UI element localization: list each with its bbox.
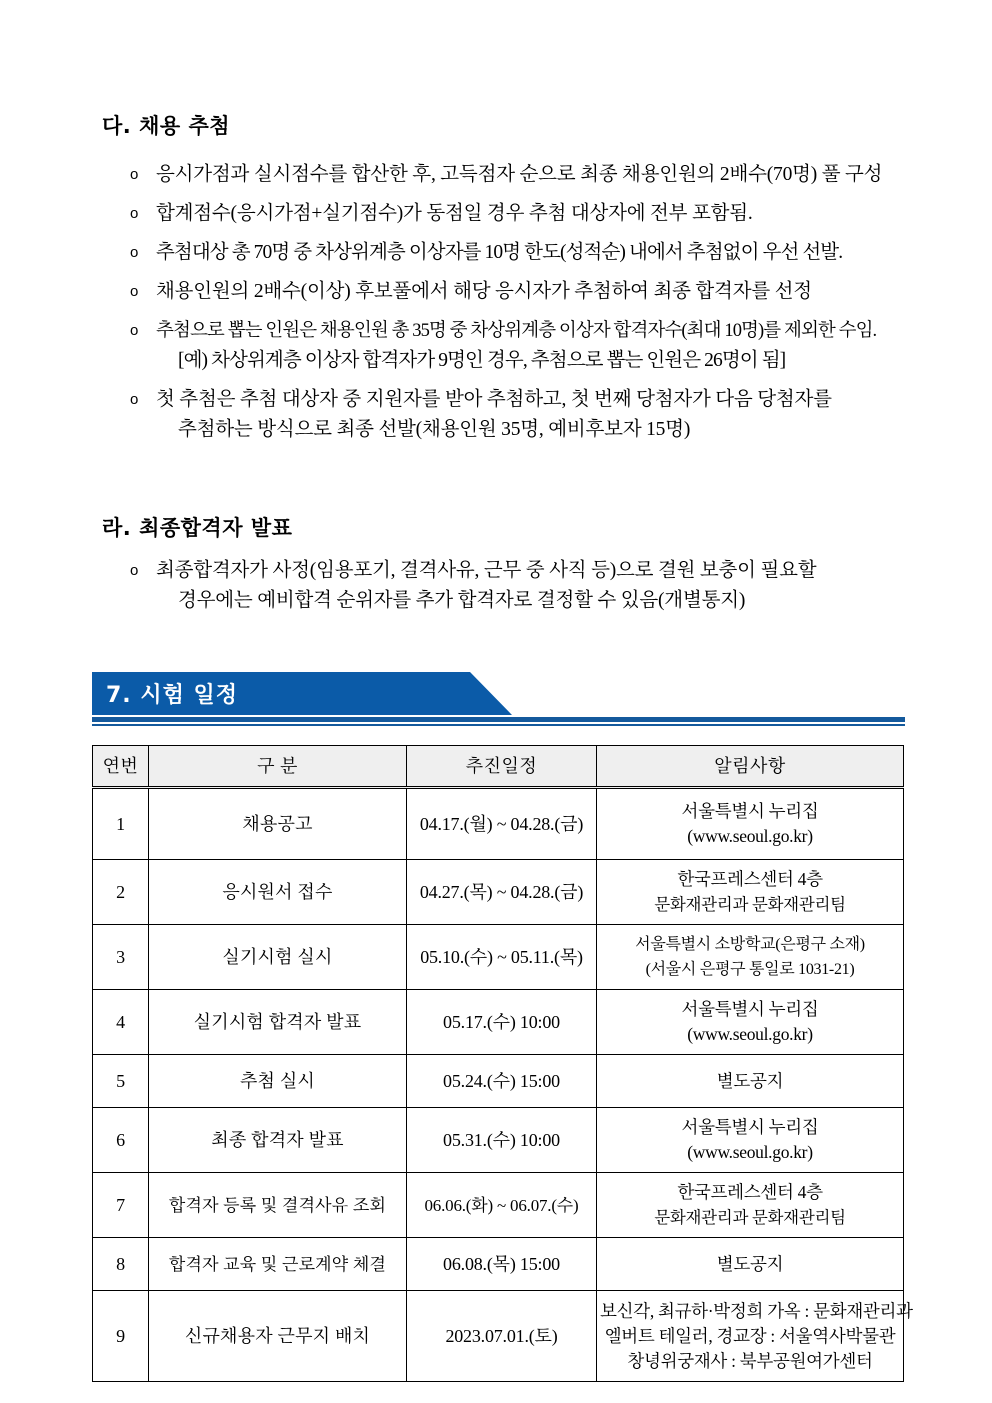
cell-note: [597, 860, 904, 925]
table-row: [93, 788, 904, 860]
bullet-item: [130, 277, 930, 307]
cell-date: 05.17.(수) 10:00: [407, 990, 597, 1055]
cell-note: [597, 1291, 913, 1382]
note-line: 보신각, 최규하·박정희 가옥 : 문화재관리과: [600, 1300, 913, 1321]
note-line: 문화재관리과 문화재관리팀: [654, 895, 846, 914]
cell-date: 04.27.(목) ~ 04.28.(금): [407, 860, 597, 925]
section-banner-exam-schedule: [92, 672, 905, 728]
bullet-line: 추첨으로 뽑는 인원은 채용인원 총 35명 중 차상위계층 이상자 합격자수(최대 10명)를 제외한 수임.: [156, 321, 877, 341]
table-row: [93, 1173, 904, 1238]
cell-no: 7: [93, 1173, 149, 1238]
bullet-line: 최종합격자가 사정(임용포기, 결격사유, 근무 중 사직 등)으로 결원 보충이 필요할: [156, 560, 817, 581]
note-line: (서울시 은평구 통일로 1031-21): [645, 961, 855, 978]
bullet-marker-icon: o: [130, 562, 139, 579]
cell-date: 05.24.(수) 15:00: [407, 1055, 597, 1108]
cell-no: 1: [93, 788, 149, 860]
note-line: 창녕위궁재사 : 북부공원여가센터: [627, 1350, 873, 1371]
bullet-item: [130, 556, 930, 616]
note-line: 한국프레스센터 4층: [677, 869, 823, 889]
table-row: [93, 1055, 904, 1108]
cell-no: 9: [93, 1291, 149, 1382]
note-line: 서울특별시 누리집: [681, 801, 819, 821]
bullet-line: 경우에는 예비합격 순위자를 추가 합격자로 결정할 수 있음(개별통지): [178, 590, 746, 611]
cell-note: [597, 990, 904, 1055]
bullet-marker-icon: o: [130, 166, 139, 183]
bullet-item: [130, 385, 930, 445]
exam-schedule-table: [92, 745, 913, 1382]
bullet-marker-icon: o: [130, 322, 139, 339]
note-line: 서울특별시 소방학교(은평구 소재): [635, 936, 865, 953]
bullet-marker-icon: o: [130, 391, 139, 408]
banner-title: 7. 시험 일정: [106, 683, 238, 708]
bullet-line: 합계점수(응시가점+실기점수)가 동점일 경우 추첨 대상자에 전부 포함됨.: [156, 203, 753, 224]
cell-date: 05.31.(수) 10:00: [407, 1108, 597, 1173]
cell-no: 8: [93, 1238, 149, 1291]
cell-note: [597, 1108, 904, 1173]
note-line: 엘버트 테일러, 경교장 : 서울역사박물관: [604, 1325, 896, 1346]
banner-rule-thick: [92, 717, 905, 722]
cell-division: 합격자 교육 및 근로계약 체결: [149, 1238, 407, 1291]
note-line: 서울특별시 누리집: [681, 999, 819, 1019]
cell-division: 실기시험 합격자 발표: [149, 990, 407, 1055]
note-line: (www.seoul.go.kr): [687, 1024, 813, 1044]
note-line: (www.seoul.go.kr): [687, 1142, 813, 1162]
note-line: 한국프레스센터 4층: [677, 1182, 823, 1202]
bullet-line: 응시가점과 실시점수를 합산한 후, 고득점자 순으로 최종 채용인원의 2배수(70명) 풀 구성: [156, 164, 883, 185]
bullet-line: [예) 차상위계층 이상자 합격자가 9명인 경우, 추첨으로 뽑는 인원은 26명이 됨]: [178, 350, 786, 371]
cell-no: 2: [93, 860, 149, 925]
note-line: (www.seoul.go.kr): [687, 826, 813, 846]
cell-note: [597, 1173, 904, 1238]
bullet-line: 추첨대상 총 70명 중 차상위계층 이상자를 10명 한도(성적순) 내에서 추첨없이 우선 선발.: [156, 242, 843, 263]
note-line: 별도공지: [716, 1070, 784, 1091]
table-row: [93, 860, 904, 925]
cell-no: 4: [93, 990, 149, 1055]
cell-division: 응시원서 접수: [149, 860, 407, 925]
bullet-marker-icon: o: [130, 283, 139, 300]
bullet-line: 채용인원의 2배수(이상) 후보풀에서 해당 응시자가 추첨하여 최종 합격자를 선정: [156, 281, 812, 302]
cell-division: 합격자 등록 및 결격사유 조회: [149, 1173, 407, 1238]
cell-division: 채용공고: [149, 788, 407, 860]
cell-date: 04.17.(월) ~ 04.28.(금): [407, 788, 597, 860]
bullet-text: [156, 556, 930, 616]
table-row: [93, 925, 904, 990]
note-line: 문화재관리과 문화재관리팀: [654, 1208, 846, 1227]
column-header-note: 알림사항: [597, 746, 904, 788]
cell-date: 2023.07.01.(토): [407, 1291, 597, 1382]
bullet-line: 첫 추첨은 추첨 대상자 중 지원자를 받아 추첨하고, 첫 번째 당첨자가 다음 당첨자를: [156, 389, 832, 410]
bullet-item: [130, 316, 930, 376]
bullet-item: [130, 199, 930, 229]
table-row: [93, 1291, 904, 1382]
cell-note: [597, 788, 904, 860]
cell-division: 신규채용자 근무지 배치: [149, 1291, 407, 1382]
bullet-text: [156, 277, 930, 307]
bullet-list-section-c: [130, 160, 930, 454]
section-heading-recruitment-lottery: 다. 채용 추첨: [102, 114, 231, 138]
section-heading-final-announcement: 라. 최종합격자 발표: [102, 516, 293, 540]
cell-no: 3: [93, 925, 149, 990]
bullet-text: [156, 385, 930, 445]
table-header-row: [93, 746, 904, 788]
cell-date: 06.08.(목) 15:00: [407, 1238, 597, 1291]
bullet-marker-icon: o: [130, 244, 139, 261]
cell-division: 최종 합격자 발표: [149, 1108, 407, 1173]
cell-note: [597, 1238, 904, 1291]
cell-division: 추첨 실시: [149, 1055, 407, 1108]
bullet-line: 추첨하는 방식으로 최종 선발(채용인원 35명, 예비후보자 15명): [178, 419, 691, 440]
cell-note: [597, 1055, 904, 1108]
cell-note: [597, 925, 904, 990]
bullet-text: [156, 316, 930, 376]
column-header-division: 구 분: [149, 746, 407, 788]
bullet-text: [156, 199, 930, 229]
column-header-no: 연번: [93, 746, 149, 788]
column-header-date: 추진일정: [407, 746, 597, 788]
note-line: 별도공지: [716, 1253, 784, 1274]
cell-date: 05.10.(수) ~ 05.11.(목): [407, 925, 597, 990]
cell-no: 5: [93, 1055, 149, 1108]
cell-date: 06.06.(화) ~ 06.07.(수): [407, 1173, 597, 1238]
bullet-list-section-d: [130, 556, 930, 625]
bullet-item: [130, 238, 930, 268]
note-line: 서울특별시 누리집: [681, 1117, 819, 1137]
bullet-text: [156, 160, 930, 190]
table-row: [93, 990, 904, 1055]
cell-no: 6: [93, 1108, 149, 1173]
bullet-text: [156, 238, 930, 268]
banner-rule-thin: [92, 724, 905, 726]
table-row: [93, 1238, 904, 1291]
table-row: [93, 1108, 904, 1173]
cell-division: 실기시험 실시: [149, 925, 407, 990]
bullet-item: [130, 160, 930, 190]
bullet-marker-icon: o: [130, 205, 139, 222]
